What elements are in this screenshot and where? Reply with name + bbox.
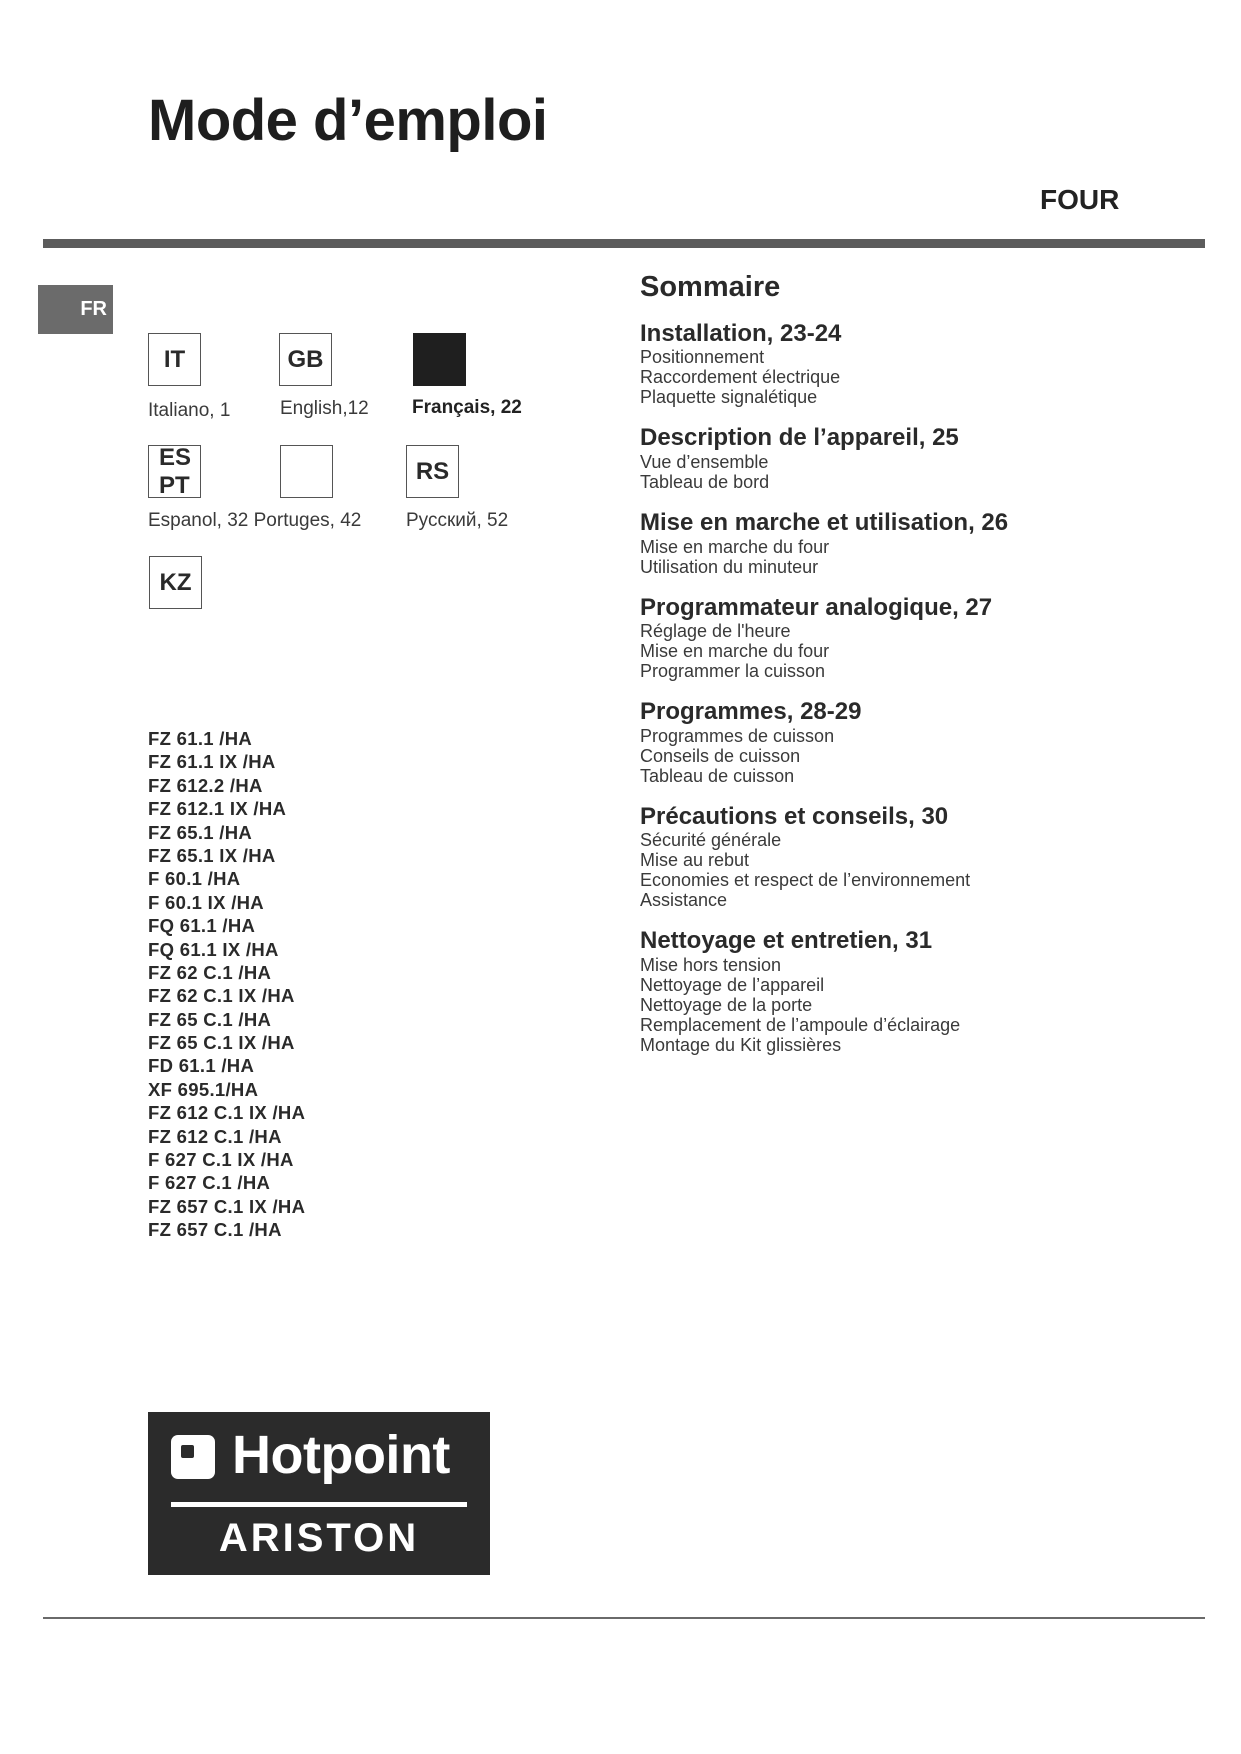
toc-item: Tableau de cuisson [640,765,795,786]
page-title: Mode d’emploi [148,88,548,153]
lang-box-es-pt: ES PT [148,445,201,498]
toc-item: Nettoyage de la porte [640,995,813,1016]
toc-item: Programmer la cuisson [640,661,826,682]
model-item: FZ 65.1 /HA [148,821,253,843]
current-language-tab: FR [38,285,113,334]
toc-item: Conseils de cuisson [640,745,801,766]
top-divider [43,239,1205,248]
model-item: F 627 C.1 /HA [148,1172,271,1194]
toc-heading: Nettoyage et entretien, 31 [640,927,933,955]
logo-brand-text: Hotpoint [232,1425,450,1485]
model-item: FZ 612 C.1 IX /HA [148,1102,306,1124]
lang-label-rs: Русский, 52 [406,510,509,531]
model-item: F 627 C.1 IX /HA [148,1149,294,1171]
model-item: FZ 65 C.1 /HA [148,1008,272,1030]
model-item: FZ 62 C.1 IX /HA [148,985,295,1007]
model-list [148,727,305,1242]
model-item: F 60.1 /HA [148,868,241,890]
model-item: FZ 612.2 /HA [148,774,263,796]
hotpoint-logo-icon [171,1435,215,1479]
model-item: FZ 61.1 IX /HA [148,751,276,773]
toc-section-mise-en-marche [640,509,1200,577]
product-type: FOUR [1040,184,1120,215]
toc-item: Economies et respect de l’environnement [640,870,971,891]
toc-heading: Description de l’appareil, 25 [640,424,959,452]
toc-item: Remplacement de l’ampoule d’éclairage [640,1015,961,1036]
model-item: FZ 61.1 /HA [148,728,253,749]
lang-box-gb: GB [279,333,332,386]
lang-box-rs: RS [406,445,459,498]
toc-title: Sommaire [640,271,781,303]
brand-logo [148,1412,490,1575]
toc-heading: Précautions et conseils, 30 [640,802,949,830]
toc-item: Assistance [640,890,728,911]
toc-item: Mise au rebut [640,850,750,871]
lang-label-fr: Français, 22 [412,397,522,418]
lang-box-empty [280,445,333,498]
toc-section-precautions [640,803,1200,911]
toc-item: Mise en marche du four [640,536,830,557]
model-item: FZ 657 C.1 IX /HA [148,1195,306,1217]
model-item: FZ 612.1 IX /HA [148,798,287,820]
toc-item: Montage du Kit glissières [640,1035,842,1056]
lang-box-it: IT [148,333,201,386]
toc-item: Vue d’ensemble [640,452,769,473]
toc-item: Mise en marche du four [640,641,830,662]
toc-section-installation [640,320,1200,408]
model-item: FZ 62 C.1 /HA [148,961,272,983]
toc-item: Positionnement [640,347,765,368]
toc-heading: Mise en marche et utilisation, 26 [640,509,1009,537]
model-item: FQ 61.1 IX /HA [148,938,279,960]
table-of-contents [640,272,1200,1072]
toc-item: Raccordement électrique [640,367,841,388]
toc-item: Sécurité générale [640,830,782,851]
toc-section-programmes [640,698,1200,786]
lang-box-fr [413,333,466,386]
model-item: XF 695.1/HA [148,1078,259,1100]
bottom-divider [43,1617,1205,1619]
toc-item: Utilisation du minuteur [640,556,819,577]
model-item: FZ 657 C.1 /HA [148,1219,282,1241]
toc-item: Nettoyage de l’appareil [640,975,825,996]
toc-section-nettoyage [640,927,1200,1055]
toc-section-description [640,424,1200,492]
model-item: FZ 612 C.1 /HA [148,1125,282,1147]
lang-box-kz: KZ [149,556,202,609]
lang-label-it: Italiano, 1 [148,400,231,421]
toc-item: Réglage de l'heure [640,621,791,642]
toc-item: Tableau de bord [640,472,770,493]
model-item: FD 61.1 /HA [148,1055,255,1077]
toc-section-programmateur [640,594,1200,682]
toc-item: Mise hors tension [640,955,782,976]
logo-sub-text: ARISTON [218,1516,420,1560]
model-item: FZ 65 C.1 IX /HA [148,1032,295,1054]
model-item: FZ 65.1 IX /HA [148,844,276,866]
toc-heading: Programmateur analogique, 27 [640,593,993,621]
model-item: FQ 61.1 /HA [148,915,256,937]
toc-heading: Installation, 23-24 [640,319,842,347]
lang-label-es-pt: Espanol, 32 Portuges, 42 [148,510,362,531]
toc-heading: Programmes, 28-29 [640,698,862,726]
toc-item: Plaquette signalétique [640,387,818,408]
model-item: F 60.1 IX /HA [148,891,264,913]
logo-divider [171,1502,467,1507]
toc-item: Programmes de cuisson [640,725,835,746]
lang-label-gb: English,12 [280,398,369,419]
